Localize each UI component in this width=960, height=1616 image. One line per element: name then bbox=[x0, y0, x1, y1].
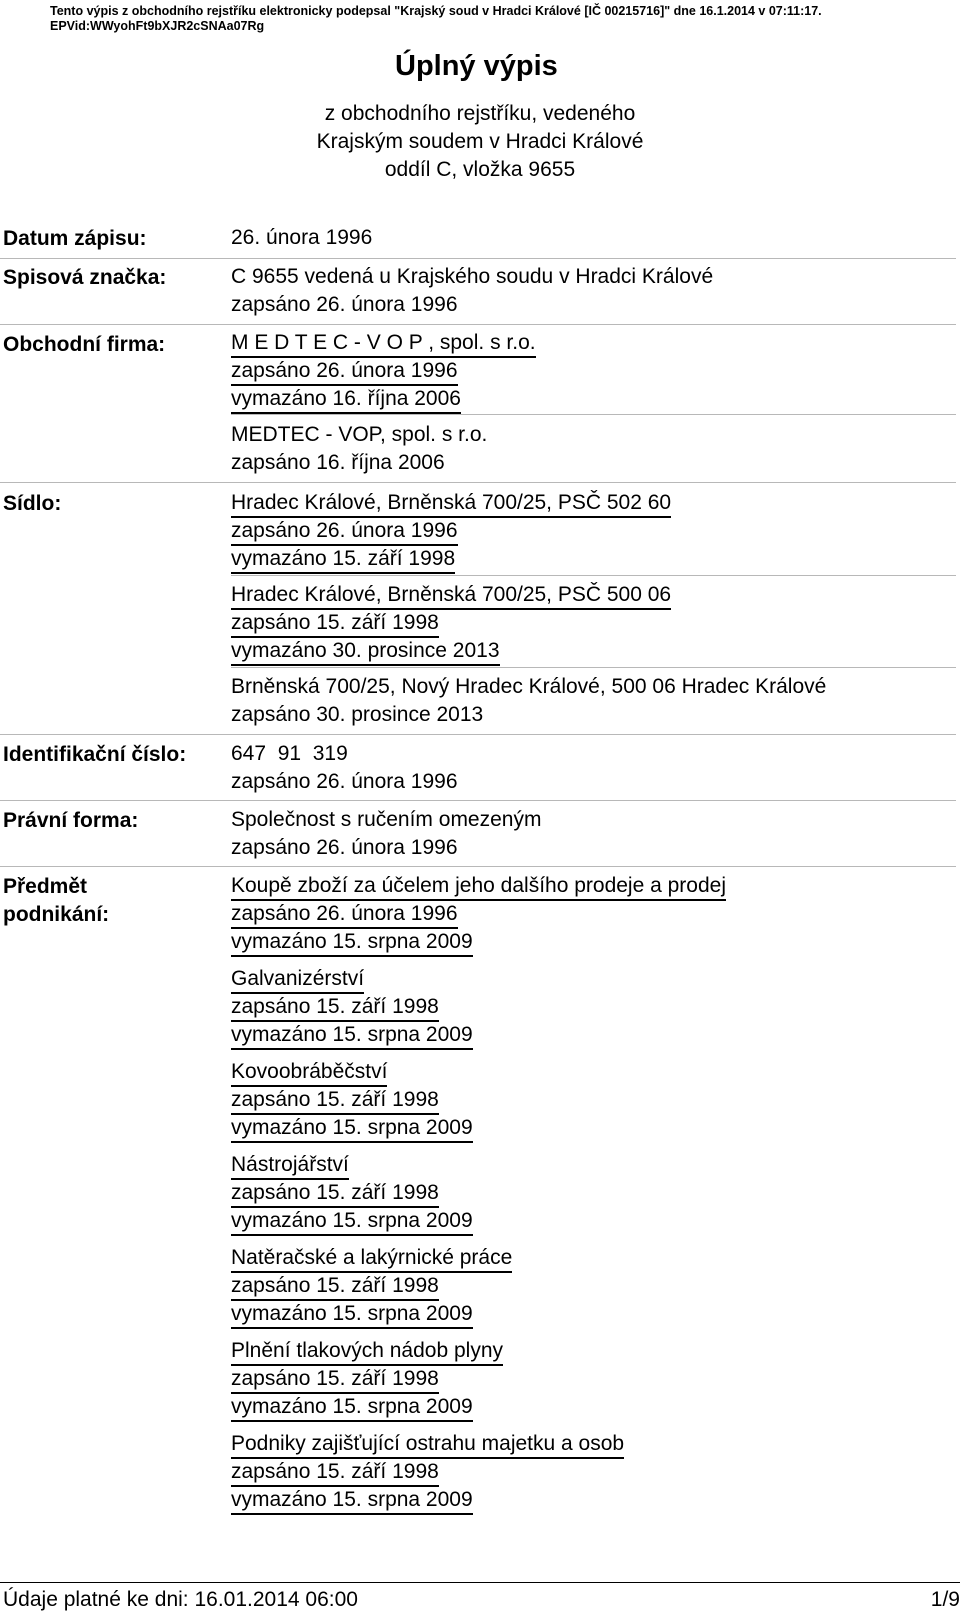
predmet-1-zapsano: zapsáno 26. února 1996 bbox=[231, 902, 458, 929]
label-sidlo: Sídlo: bbox=[3, 492, 62, 515]
label-predmet-line2: podnikání: bbox=[3, 903, 110, 926]
sidlo-entry-2 bbox=[231, 581, 671, 666]
predmet-5-zapsano: zapsáno 15. září 1998 bbox=[231, 1274, 439, 1301]
sidlo-1-vymazano: vymazáno 15. září 1998 bbox=[231, 547, 455, 574]
label-obchodni-firma: Obchodní firma: bbox=[3, 333, 166, 356]
predmet-5-vymazano: vymazáno 15. srpna 2009 bbox=[231, 1302, 473, 1329]
footer-valid-date: Údaje platné ke dni: 16.01.2014 06:00 bbox=[3, 1588, 358, 1611]
separator bbox=[231, 414, 956, 415]
predmet-4-vymazano: vymazáno 15. srpna 2009 bbox=[231, 1209, 473, 1236]
predmet-3-text: Kovoobráběčství bbox=[231, 1060, 387, 1087]
predmet-2-text: Galvanizérství bbox=[231, 967, 364, 994]
predmet-entry-3 bbox=[231, 1058, 473, 1143]
predmet-1-text: Koupě zboží za účelem jeho dalšího prodeje a prodej bbox=[231, 874, 726, 901]
firma-1-text: M E D T E C - V O P , spol. s r.o. bbox=[231, 331, 536, 358]
subtitle-line2: Krajským soudem v Hradci Králové bbox=[316, 130, 644, 153]
separator bbox=[231, 667, 956, 668]
sidlo-2-zapsano: zapsáno 15. září 1998 bbox=[231, 611, 439, 638]
predmet-2-zapsano: zapsáno 15. září 1998 bbox=[231, 995, 439, 1022]
predmet-entry-1 bbox=[231, 872, 726, 957]
label-pravni-forma: Právní forma: bbox=[3, 809, 139, 832]
separator bbox=[0, 734, 956, 735]
signature-note bbox=[50, 4, 950, 33]
firma-1-vymazano: vymazáno 16. října 2006 bbox=[231, 387, 461, 414]
sidlo-2-text: Hradec Králové, Brněnská 700/25, PSČ 500 06 bbox=[231, 583, 671, 610]
sidlo-2-vymazano: vymazáno 30. prosince 2013 bbox=[231, 639, 500, 666]
label-spisova-znacka: Spisová značka: bbox=[3, 266, 167, 289]
predmet-6-vymazano: vymazáno 15. srpna 2009 bbox=[231, 1395, 473, 1422]
subtitle-line1: z obchodního rejstříku, vedeného bbox=[324, 102, 636, 125]
page-title: Úplný výpis bbox=[395, 50, 558, 82]
footer-page-number: 1/9 bbox=[930, 1588, 960, 1611]
signature-note-line1: Tento výpis z obchodního rejstříku elektronicky podepsal "Krajský soud v Hradci Králové [IČ 00215716]" dne 16.1.2014 v 07:11:17. bbox=[50, 4, 822, 18]
sidlo-3-zapsano: zapsáno 30. prosince 2013 bbox=[231, 703, 484, 726]
sidlo-entry-1 bbox=[231, 489, 671, 574]
sidlo-1-zapsano: zapsáno 26. února 1996 bbox=[231, 519, 458, 546]
firma-entry-1 bbox=[231, 329, 536, 414]
sidlo-1-text: Hradec Králové, Brněnská 700/25, PSČ 502 60 bbox=[231, 491, 671, 518]
subtitle-line3: oddíl C, vložka 9655 bbox=[384, 158, 576, 181]
separator bbox=[231, 575, 956, 576]
separator bbox=[0, 482, 956, 483]
predmet-1-vymazano: vymazáno 15. srpna 2009 bbox=[231, 930, 473, 957]
firma-2-zapsano: zapsáno 16. října 2006 bbox=[231, 451, 445, 474]
label-ico: Identifikační číslo: bbox=[3, 743, 187, 766]
predmet-4-text: Nástrojářství bbox=[231, 1153, 349, 1180]
sidlo-3-text: Brněnská 700/25, Nový Hradec Králové, 500 06 Hradec Králové bbox=[231, 675, 827, 698]
predmet-entry-6 bbox=[231, 1337, 503, 1422]
datum-zapisu-value: 26. února 1996 bbox=[231, 226, 373, 249]
spisova-znacka-zapsano: zapsáno 26. února 1996 bbox=[231, 293, 458, 316]
separator bbox=[0, 324, 956, 325]
predmet-entry-4 bbox=[231, 1151, 473, 1236]
predmet-5-text: Natěračské a lakýrnické práce bbox=[231, 1246, 512, 1273]
label-predmet-line1: Předmět bbox=[3, 875, 88, 898]
separator bbox=[0, 258, 956, 259]
predmet-entry-5 bbox=[231, 1244, 512, 1329]
pravni-forma-zapsano: zapsáno 26. února 1996 bbox=[231, 836, 458, 859]
signature-note-line2: EPVid:WWyohFt9bXJR2cSNAa07Rg bbox=[50, 18, 265, 33]
predmet-entry-2 bbox=[231, 965, 473, 1050]
predmet-6-text: Plnění tlakových nádob plyny bbox=[231, 1339, 503, 1366]
firma-1-zapsano: zapsáno 26. února 1996 bbox=[231, 359, 458, 386]
predmet-4-zapsano: zapsáno 15. září 1998 bbox=[231, 1181, 439, 1208]
ico-value: 647 91 319 bbox=[231, 742, 348, 765]
predmet-7-zapsano: zapsáno 15. září 1998 bbox=[231, 1460, 439, 1487]
ico-zapsano: zapsáno 26. února 1996 bbox=[231, 770, 458, 793]
separator bbox=[0, 800, 956, 801]
predmet-6-zapsano: zapsáno 15. září 1998 bbox=[231, 1367, 439, 1394]
predmet-3-vymazano: vymazáno 15. srpna 2009 bbox=[231, 1116, 473, 1143]
pravni-forma-value: Společnost s ručením omezeným bbox=[231, 808, 542, 831]
label-datum-zapisu: Datum zápisu: bbox=[3, 227, 147, 250]
predmet-7-vymazano: vymazáno 15. srpna 2009 bbox=[231, 1488, 473, 1515]
footer-rule bbox=[0, 1582, 960, 1583]
predmet-entry-7 bbox=[231, 1430, 624, 1515]
predmet-3-zapsano: zapsáno 15. září 1998 bbox=[231, 1088, 439, 1115]
separator bbox=[0, 866, 956, 867]
predmet-7-text: Podniky zajišťující ostrahu majetku a osob bbox=[231, 1432, 624, 1459]
firma-2-text: MEDTEC - VOP, spol. s r.o. bbox=[231, 423, 488, 446]
predmet-2-vymazano: vymazáno 15. srpna 2009 bbox=[231, 1023, 473, 1050]
spisova-znacka-value: C 9655 vedená u Krajského soudu v Hradci Králové bbox=[231, 265, 714, 288]
